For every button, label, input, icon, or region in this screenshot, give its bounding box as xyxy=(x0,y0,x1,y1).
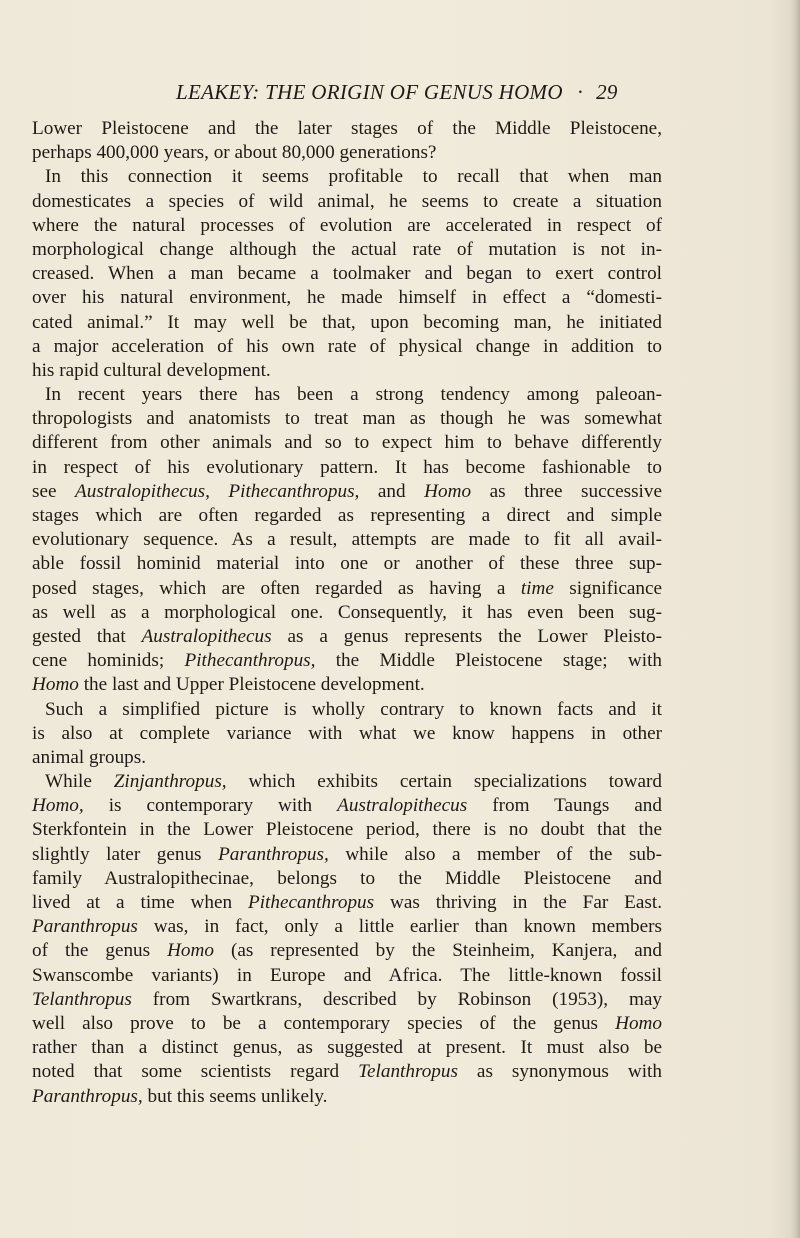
running-title: LEAKEY: THE ORIGIN OF GENUS HOMO xyxy=(176,80,563,104)
text-line: over his natural environment, he made himself in effect a “domesti- xyxy=(32,287,662,309)
text-line: is also at complete variance with what we know happens in other xyxy=(32,722,662,744)
running-header xyxy=(176,80,656,105)
text-line: cated animal.” It may well be that, upon becoming man, he initiated xyxy=(32,311,662,333)
text-line: domesticates a species of wild animal, he seems to create a situation xyxy=(32,190,662,212)
text-line: animal groups. xyxy=(32,746,147,768)
text-line: thropologists and anatomists to treat man as though he was somewhat xyxy=(32,408,662,430)
text-line: perhaps 400,000 years, or about 80,000 generations? xyxy=(32,142,437,164)
text-line: Telanthropus from Swartkrans, described by Robinson (1953), may xyxy=(32,988,662,1010)
text-line: of the genus Homo (as represented by the Steinheim, Kanjera, and xyxy=(32,940,662,962)
text-line: morphological change although the actual rate of mutation is not in- xyxy=(32,238,662,260)
page-edge-shadow xyxy=(790,0,800,1238)
text-line: Sterkfontein in the Lower Pleistocene period, there is no doubt that the xyxy=(32,819,662,841)
text-line: different from other animals and so to expect him to behave differently xyxy=(32,432,662,454)
text-line: well also prove to be a contemporary species of the genus Homo xyxy=(32,1012,662,1034)
text-line: In recent years there has been a strong tendency among paleoan- xyxy=(45,384,662,406)
header-separator: · xyxy=(576,80,585,104)
text-line: Homo, is contemporary with Australopithecus from Taungs and xyxy=(32,795,662,817)
text-line: Swanscombe variants) in Europe and Africa. The little-known fossil xyxy=(32,964,662,986)
text-line: family Australopithecinae, belongs to the Middle Pleistocene and xyxy=(32,867,662,889)
text-line: posed stages, which are often regarded as having a time significance xyxy=(32,577,662,599)
text-line: gested that Australopithecus as a genus represents the Lower Pleisto- xyxy=(32,625,662,647)
text-line: as well as a morphological one. Consequently, it has even been sug- xyxy=(32,601,662,623)
text-line: rather than a distinct genus, as suggested at present. It must also be xyxy=(32,1037,662,1059)
text-line: in respect of his evolutionary pattern. It has become fashionable to xyxy=(32,456,662,478)
text-line: stages which are often regarded as representing a direct and simple xyxy=(32,505,662,526)
page-number: 29 xyxy=(596,80,618,104)
text-line: creased. When a man became a toolmaker and began to exert control xyxy=(32,263,662,285)
text-line: lived at a time when Pithecanthropus was thriving in the Far East. xyxy=(32,892,662,913)
text-line: noted that some scientists regard Telanthropus as synonymous with xyxy=(32,1061,662,1083)
text-line: where the natural processes of evolution are accelerated in respect of xyxy=(32,214,662,236)
text-line: Homo the last and Upper Pleistocene development. xyxy=(32,674,425,696)
text-line: Paranthropus, but this seems unlikely. xyxy=(32,1085,328,1107)
text-line: Such a simplified picture is wholly contrary to known facts and it xyxy=(45,698,662,720)
body-text xyxy=(32,117,662,1109)
text-line: cene hominids; Pithecanthropus, the Middle Pleistocene stage; with xyxy=(32,650,663,672)
text-line: Paranthropus was, in fact, only a little earlier than known members xyxy=(32,916,662,938)
text-line: able fossil hominid material into one or another of these three sup- xyxy=(32,553,662,575)
text-line: While Zinjanthropus, which exhibits certain specializations toward xyxy=(45,771,662,793)
text-line: In this connection it seems profitable to recall that when man xyxy=(45,166,662,188)
text-line: a major acceleration of his own rate of physical change in addition to xyxy=(32,335,662,357)
text-line: see Australopithecus, Pithecanthropus, and Homo as three successive xyxy=(32,480,662,502)
text-line: his rapid cultural development. xyxy=(32,359,271,381)
text-line: Lower Pleistocene and the later stages of the Middle Pleistocene, xyxy=(32,118,662,139)
text-line: slightly later genus Paranthropus, while also a member of the sub- xyxy=(32,843,663,865)
text-line: evolutionary sequence. As a result, attempts are made to fit all avail- xyxy=(32,529,662,551)
